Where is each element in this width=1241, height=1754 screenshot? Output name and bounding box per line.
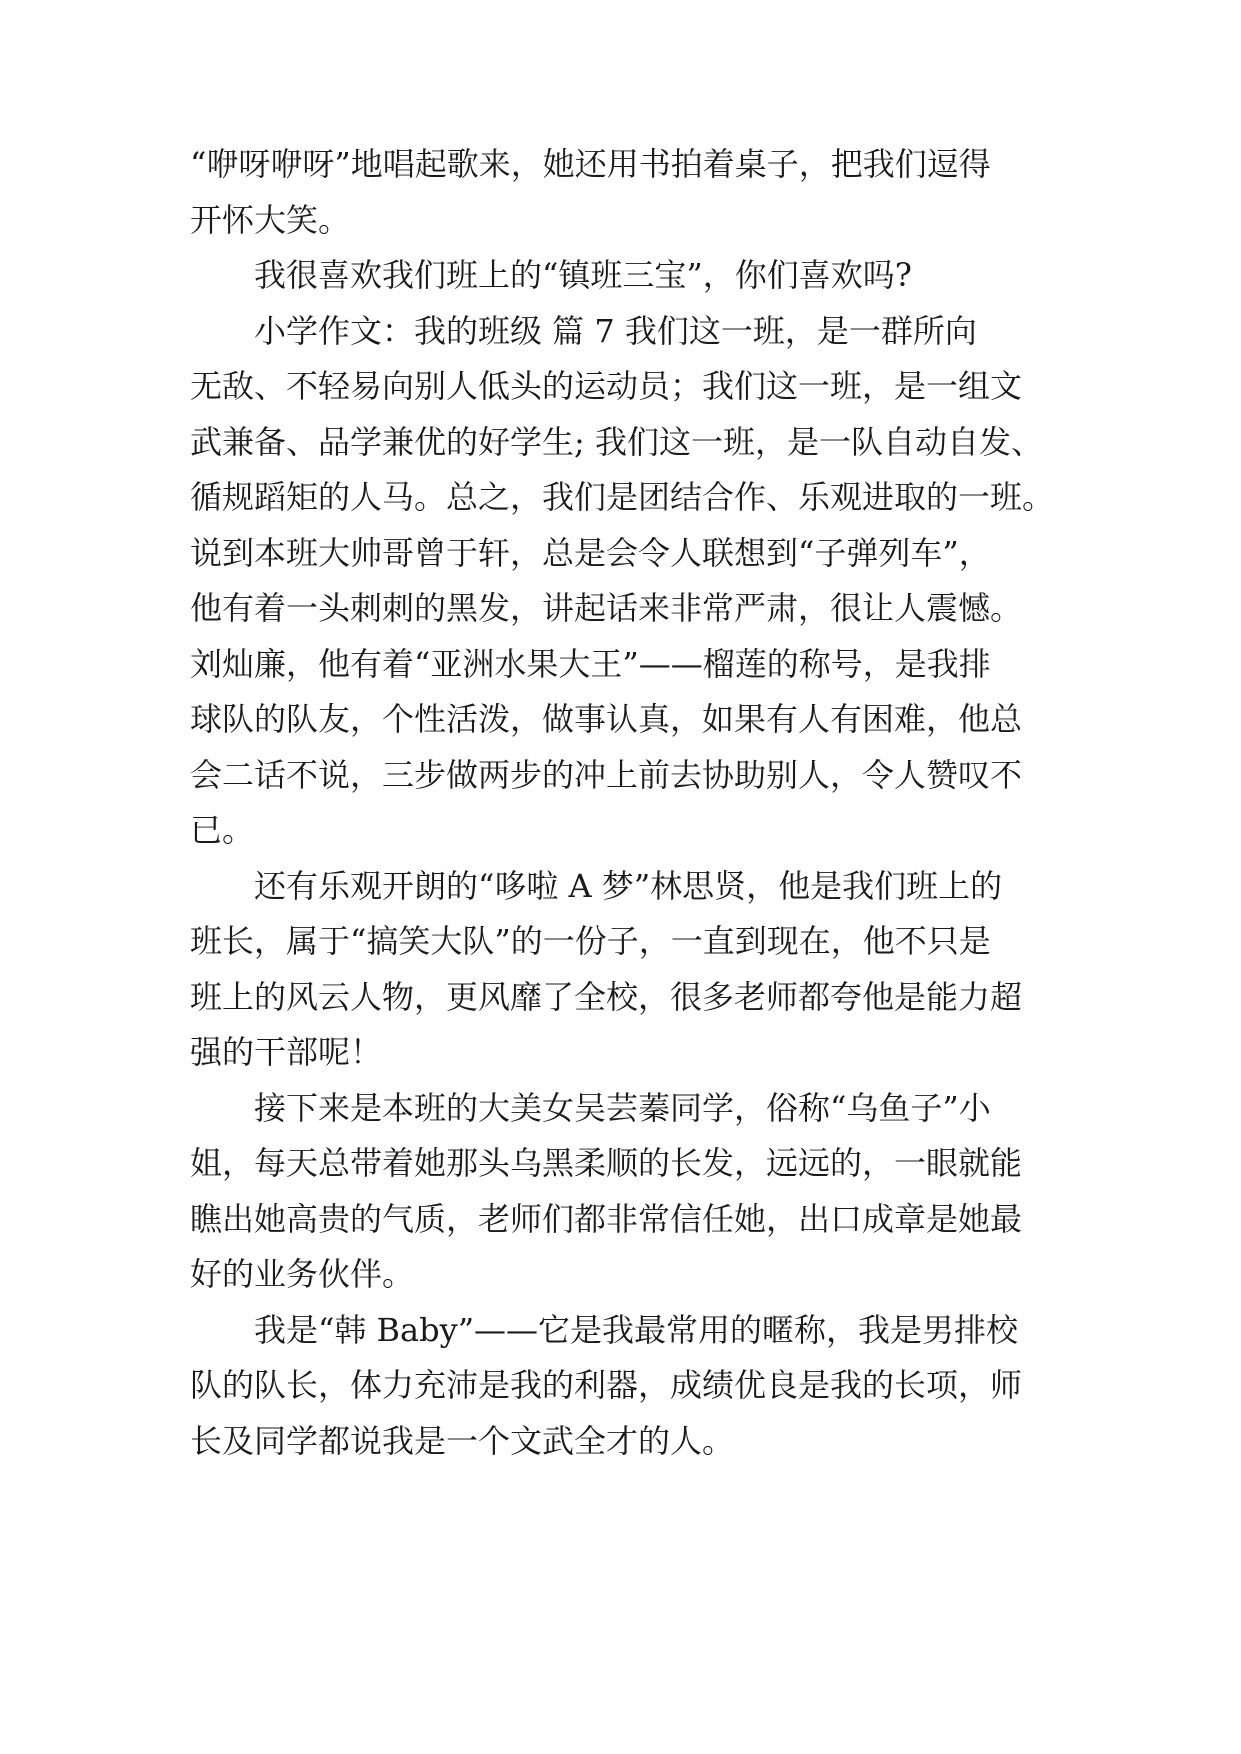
text-line: “咿呀咿呀”地唱起歌来，她还用书拍着桌子，把我们逗得 [190, 145, 991, 183]
text-line: 还有乐观开朗的“哆啦 A 梦”林思贤，他是我们班上的 [254, 867, 1003, 905]
text-line: 我是“韩 Baby”——它是我最常用的暱称，我是男排校 [254, 1311, 1019, 1349]
text-line: 队的队长，体力充沛是我的利器，成绩优良是我的长项，师 [190, 1366, 1023, 1404]
text-line: 姐，每天总带着她那头乌黑柔顺的长发，远远的，一眼就能 [190, 1144, 1023, 1182]
text-line: 瞧出她高贵的气质，老师们都非常信任她，出口成章是她最 [190, 1200, 1023, 1238]
text-line: 他有着一头刺刺的黑发，讲起话来非常严肃，很让人震憾。 [190, 589, 1023, 627]
text-line: 开怀大笑。 [190, 201, 351, 239]
text-line: 说到本班大帅哥曾于轩，总是会令人联想到“子弹列车”， [190, 534, 991, 572]
text-line: 长及同学都说我是一个文武全才的人。 [190, 1422, 735, 1460]
text-line: 班上的风云人物，更风靡了全校，很多老师都夸他是能力超 [190, 978, 1023, 1016]
text-line: 循规蹈矩的人马。总之，我们是团结合作、乐观进取的一班。 [190, 478, 1055, 516]
text-line: 小学作文：我的班级 篇 7 我们这一班，是一群所向 [254, 312, 977, 350]
text-line: 球队的队友，个性活泼，做事认真，如果有人有困难，他总 [190, 700, 1023, 738]
text-line: 好的业务伙伴。 [190, 1255, 415, 1293]
text-line: 我很喜欢我们班上的“镇班三宝”，你们喜欢吗? [254, 256, 912, 294]
text-line: 刘灿廉，他有着“亚洲水果大王”——榴莲的称号，是我排 [190, 645, 991, 683]
text-line: 接下来是本班的大美女吴芸蓁同学，俗称“乌鱼子”小 [254, 1089, 991, 1127]
text-line: 班长，属于“搞笑大队”的一份子，一直到现在，他不只是 [190, 922, 991, 960]
text-line: 已。 [190, 811, 255, 849]
text-line: 武兼备、品学兼优的好学生; 我们这一班，是一队自动自发、 [190, 423, 1043, 461]
text-line: 会二话不说，三步做两步的冲上前去协助别人，令人赞叹不 [190, 756, 1023, 794]
text-line: 强的干部呢！ [190, 1033, 383, 1071]
text-line: 无敌、不轻易向别人低头的运动员；我们这一班，是一组文 [190, 367, 1023, 405]
